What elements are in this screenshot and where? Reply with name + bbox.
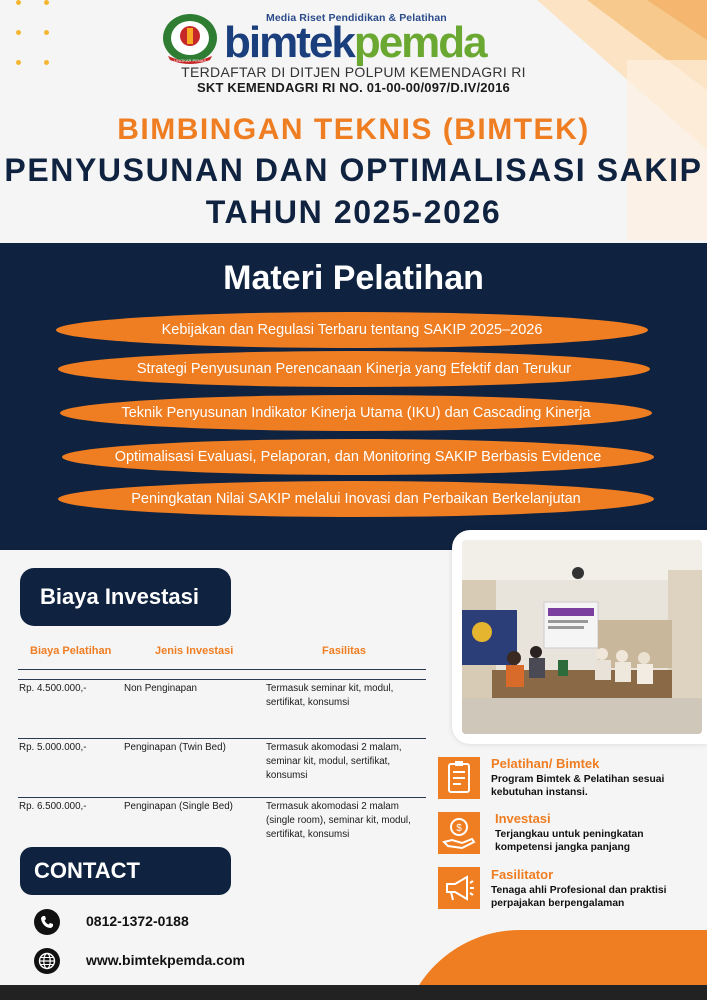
table-divider xyxy=(18,797,426,798)
brand-logo xyxy=(160,6,560,67)
table-cell-fasilitas: Termasuk akomodasi 2 malam, seminar kit, modul, sertifikat, konsumsi xyxy=(266,742,402,781)
materi-section xyxy=(0,243,707,550)
contact-heading: CONTACT xyxy=(20,847,231,895)
website-link[interactable]: www.bimtekpemda.com xyxy=(86,952,245,968)
phone-number[interactable]: 0812-1372-0188 xyxy=(86,913,189,929)
svg-text:$: $ xyxy=(456,823,462,834)
brand-name-part1: bimtek xyxy=(224,18,354,67)
brand-name-part2: pemda xyxy=(353,18,486,67)
registration-text: TERDAFTAR DI DITJEN POLPUM KEMENDAGRI RI xyxy=(181,64,526,80)
table-cell-jenis: Penginapan (Single Bed) xyxy=(124,801,233,812)
emblem-text: LINGKAR PENAS xyxy=(173,58,207,63)
checklist-icon xyxy=(438,757,480,799)
table-cell-fasilitas: Termasuk akomodasi 2 malam (single room), seminar kit, modul, sertifikat, konsumsi xyxy=(266,801,411,840)
column-header-biaya: Biaya Pelatihan xyxy=(30,645,112,657)
feature-title-fasilitator: Fasilitator xyxy=(491,867,554,882)
globe-icon xyxy=(34,948,60,974)
materi-item: Teknik Penyusunan Indikator Kinerja Utama (IKU) dan Cascading Kinerja xyxy=(60,395,652,431)
money-hand-icon xyxy=(438,812,480,854)
title-bimtek: BIMBINGAN TEKNIS (BIMTEK) xyxy=(117,113,590,146)
footer-bar xyxy=(0,985,707,1000)
feature-desc-fasilitator: Tenaga ahli Profesional dan praktisi perpajakan berpengalaman xyxy=(491,885,667,909)
feature-title-pelatihan: Pelatihan/ Bimtek xyxy=(491,756,600,771)
emblem-icon xyxy=(160,10,220,64)
materi-item: Optimalisasi Evaluasi, Pelaporan, dan Monitoring SAKIP Berbasis Evidence xyxy=(62,439,654,475)
table-cell-jenis: Non Penginapan xyxy=(124,683,197,694)
feature-desc-investasi: Terjangkau untuk peningkatan kompetensi jangka panjang xyxy=(495,829,644,853)
table-cell-biaya: Rp. 4.500.000,- xyxy=(19,683,87,694)
table-cell-fasilitas: Termasuk seminar kit, modul, sertifikat, konsumsi xyxy=(266,683,394,708)
materi-title: Materi Pelatihan xyxy=(223,259,484,297)
materi-item: Peningkatan Nilai SAKIP melalui Inovasi dan Perbaikan Berkelanjutan xyxy=(58,481,654,517)
brand-tagline: Media Riset Pendidikan & Pelatihan xyxy=(266,12,447,24)
table-cell-biaya: Rp. 6.500.000,- xyxy=(19,801,87,812)
event-photo xyxy=(462,540,702,734)
phone-icon xyxy=(34,909,60,935)
feature-desc-pelatihan: Program Bimtek & Pelatihan sesuai kebutuhan instansi. xyxy=(491,774,665,798)
table-divider xyxy=(18,679,426,680)
title-year: TAHUN 2025-2026 xyxy=(205,194,502,230)
materi-item: Strategi Penyusunan Perencanaan Kinerja yang Efektif dan Terukur xyxy=(58,351,650,387)
column-header-jenis: Jenis Investasi xyxy=(155,645,234,657)
materi-item: Kebijakan dan Regulasi Terbaru tentang SAKIP 2025–2026 xyxy=(56,312,648,348)
skt-number: SKT KEMENDAGRI RI NO. 01-00-00/097/D.IV/2016 xyxy=(197,80,510,95)
table-cell-biaya: Rp. 5.000.000,- xyxy=(19,742,87,753)
table-cell-jenis: Penginapan (Twin Bed) xyxy=(124,742,226,753)
feature-title-investasi: Investasi xyxy=(495,811,551,826)
table-divider xyxy=(18,738,426,739)
biaya-investasi-heading: Biaya Investasi xyxy=(20,568,231,626)
megaphone-icon xyxy=(438,867,480,909)
column-header-fasilitas: Fasilitas xyxy=(322,645,367,657)
brand-name xyxy=(224,18,486,68)
title-main: PENYUSUNAN DAN OPTIMALISASI SAKIP xyxy=(4,152,703,188)
decorative-dots xyxy=(14,0,54,70)
table-divider xyxy=(18,669,426,670)
